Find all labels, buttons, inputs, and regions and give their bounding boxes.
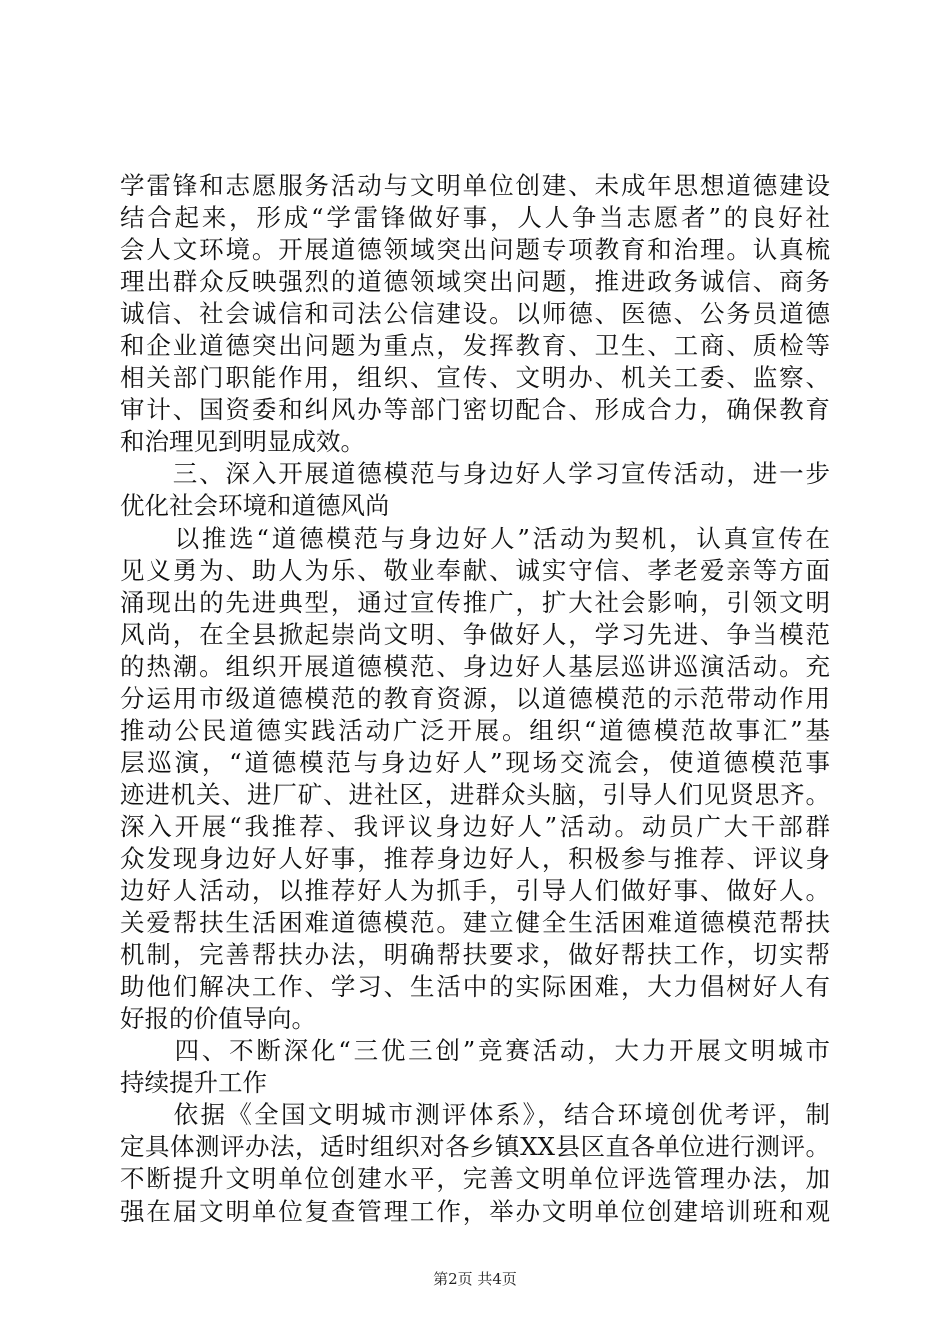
text-line: 机制，完善帮扶办法，明确帮扶要求，做好帮扶工作，切实帮 — [120, 940, 830, 970]
text-line: 深入开展“我推荐、我评议身边好人”活动。动员广大干部群 — [120, 811, 830, 841]
text-line: 不断提升文明单位创建水平，完善文明单位评选管理办法，加 — [120, 1164, 830, 1194]
text-line: 分运用市级道德模范的教育资源，以道德模范的示范带动作用 — [120, 683, 830, 713]
text-line: 的热潮。组织开展道德模范、身边好人基层巡讲巡演活动。充 — [120, 651, 830, 681]
text-line: 好报的价值导向。 — [120, 1004, 316, 1034]
text-line: 以推选“道德模范与身边好人”活动为契机，认真宣传在 — [120, 523, 830, 553]
text-line: 众发现身边好人好事，推荐身边好人，积极参与推荐、评议身 — [120, 843, 830, 873]
text-line: 会人文环境。开展道德领域突出问题专项教育和治理。认真梳 — [120, 235, 830, 265]
text-line: 层巡演，“道德模范与身边好人”现场交流会，使道德模范事 — [120, 747, 830, 777]
text-line: 涌现出的先进典型，通过宣传推广，扩大社会影响，引领文明 — [120, 587, 830, 617]
text-line: 持续提升工作 — [120, 1068, 267, 1098]
text-line: 见义勇为、助人为乐、敬业奉献、诚实守信、孝老爱亲等方面 — [120, 555, 830, 585]
text-line: 推动公民道德实践活动广泛开展。组织“道德模范故事汇”基 — [120, 715, 830, 745]
text-line: 强在届文明单位复查管理工作，举办文明单位创建培训班和观 — [120, 1196, 830, 1226]
text-line: 优化社会环境和道德风尚 — [120, 491, 390, 521]
text-line: 迹进机关、进厂矿、进社区，进群众头脑，引导人们见贤思齐。 — [120, 779, 830, 809]
text-line: 和治理见到明显成效。 — [120, 427, 365, 457]
text-line: 诚信、社会诚信和司法公信建设。以师德、医德、公务员道德 — [120, 299, 830, 329]
text-line: 四、不断深化“三优三创”竞赛活动，大力开展文明城市 — [120, 1036, 830, 1066]
text-line: 三、深入开展道德模范与身边好人学习宣传活动，进一步 — [120, 459, 830, 489]
text-line: 审计、国资委和纠风办等部门密切配合、形成合力，确保教育 — [120, 395, 830, 425]
text-line: 理出群众反映强烈的道德领域突出问题，推进政务诚信、商务 — [120, 267, 830, 297]
text-line: 助他们解决工作、学习、生活中的实际困难，大力倡树好人有 — [120, 972, 830, 1002]
text-line: 相关部门职能作用，组织、宣传、文明办、机关工委、监察、 — [120, 363, 830, 393]
document-body — [120, 170, 830, 1228]
text-line: 定具体测评办法，适时组织对各乡镇XX县区直各单位进行测评。 — [120, 1132, 830, 1162]
text-line: 结合起来，形成“学雷锋做好事，人人争当志愿者”的良好社 — [120, 203, 830, 233]
text-line: 关爱帮扶生活困难道德模范。建立健全生活困难道德模范帮扶 — [120, 908, 830, 938]
text-line: 学雷锋和志愿服务活动与文明单位创建、未成年思想道德建设 — [120, 171, 830, 200]
text-line: 风尚，在全县掀起崇尚文明、争做好人，学习先进、争当模范 — [120, 619, 830, 649]
text-line: 边好人活动，以推荐好人为抓手，引导人们做好事、做好人。 — [120, 876, 830, 906]
text-line: 和企业道德突出问题为重点，发挥教育、卫生、工商、质检等 — [120, 331, 830, 361]
text-line: 依据《全国文明城市测评体系》，结合环境创优考评，制 — [120, 1100, 830, 1130]
page-footer: 第2页 共4页 — [433, 1270, 517, 1288]
